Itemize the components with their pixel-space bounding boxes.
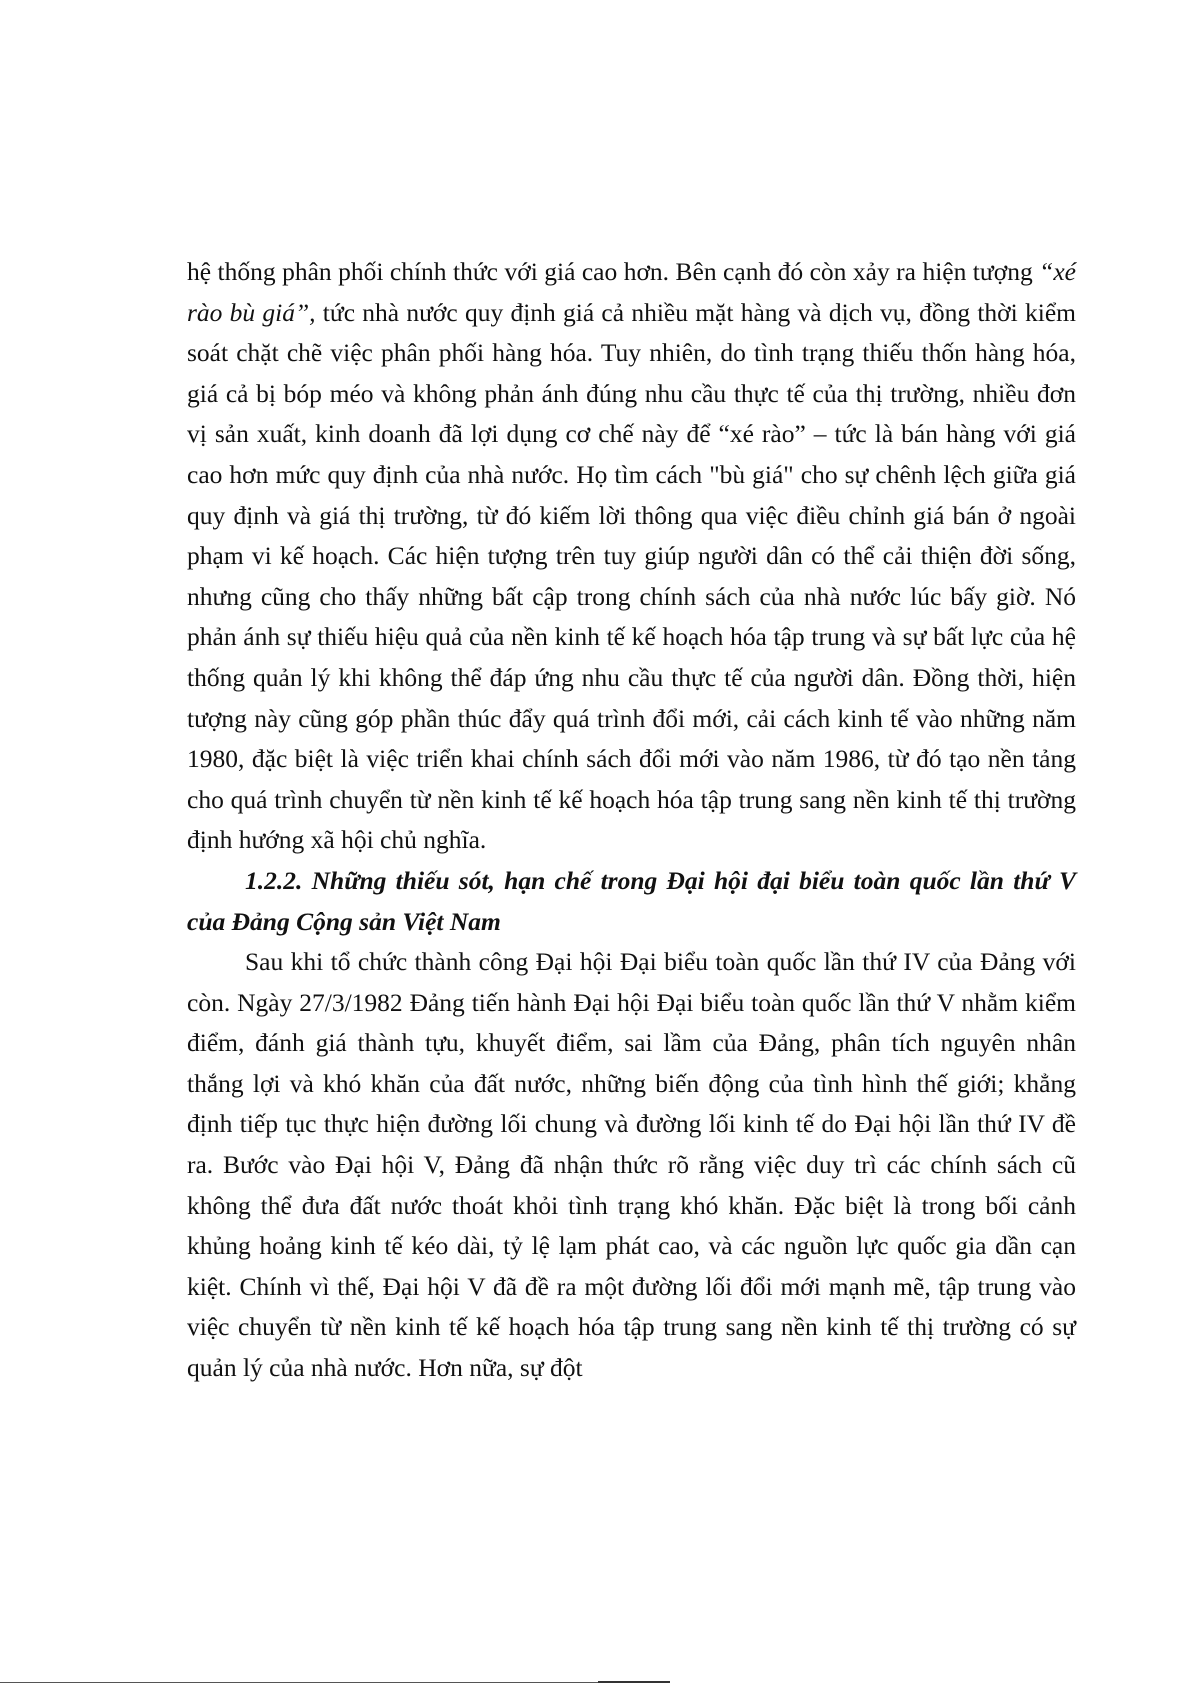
body-paragraph-2: Sau khi tổ chức thành công Đại hội Đại biểu toàn quốc lần thứ IV của Đảng với còn. Ngày 27/3/1982 Đảng tiến hành Đại hội Đại biểu toàn quốc lần thứ V nhằm kiểm điểm, đánh giá thành tựu, khuyết điểm, sai lầm của Đảng, phân tích nguyên nhân thắng lợi và khó khăn của đất nước, những biến động của tình hình thế giới; khẳng định tiếp tục thực hiện đường lối chung và đường lối kinh tế do Đại hội lần thứ IV đề ra. Bước vào Đại hội V, Đảng đã nhận thức rõ rằng việc duy trì các chính sách cũ không thể đưa đất nước thoát khỏi tình trạng khó khăn. Đặc biệt là trong bối cảnh khủng hoảng kinh tế kéo dài, tỷ lệ lạm phát cao, và các nguồn lực quốc gia dần cạn kiệt. Chính vì thế, Đại hội V đã đề ra một đường lối đổi mới mạnh mẽ, tập trung vào việc chuyển từ nền kinh tế kế hoạch hóa tập trung sang nền kinh tế thị trường có sự quản lý của nhà nước. Hơn nữa, sự đột — [187, 947, 1076, 1383]
section-heading-1-2-2: 1.2.2. Những thiếu sót, hạn chế trong Đại hội đại biểu toàn quốc lần thứ V của Đảng Cộng sản Việt Nam — [187, 865, 1076, 936]
footer-rule-accent — [598, 1681, 670, 1683]
footer-rule — [0, 1682, 670, 1683]
paragraph-1-text-end: tức nhà nước quy định giá cả nhiều mặt hàng và dịch vụ, đồng thời kiểm soát chặt chẽ việc phân phối hàng hóa. Tuy nhiên, do tình trạng thiếu thốn hàng hóa, giá cả bị bóp méo và không phản ánh đúng nhu cầu thực tế của thị trường, nhiều đơn vị sản xuất, kinh doanh đã lợi dụng cơ chế này để “xé rào” – tức là bán hàng với giá cao hơn mức quy định của nhà nước. Họ tìm cách "bù giá" cho sự chênh lệch giữa giá quy định và giá thị trường, từ đó kiếm lời thông qua việc điều chỉnh giá bán ở ngoài phạm vi kế hoạch. Các hiện tượng trên tuy giúp người dân có thể cải thiện đời sống, nhưng cũng cho thấy những bất cập trong chính sách của nhà nước lúc bấy giờ. Nó phản ánh sự thiếu hiệu quả của nền kinh tế kế hoạch hóa tập trung và sự bất lực của hệ thống quản lý khi không thể đáp ứng nhu cầu thực tế của người dân. Đồng thời, hiện tượng này cũng góp phần thúc đẩy quá trình đổi mới, cải cách kinh tế vào những năm 1980, đặc biệt là việc triển khai chính sách đổi mới vào năm 1986, từ đó tạo nền tảng cho quá trình chuyển từ nền kinh tế kế hoạch hóa tập trung sang nền kinh tế thị trường định hướng xã hội chủ nghĩa. — [187, 297, 1076, 855]
body-paragraph-1 — [187, 252, 1076, 861]
paragraph-1-text-start: hệ thống phân phối chính thức với giá cao hơn. Bên cạnh đó còn xảy ra hiện tượng — [187, 257, 1040, 286]
xe-rao-bu-gia-quote: “xé rào bù giá”, — [187, 257, 1076, 327]
document-body — [187, 252, 1076, 1389]
